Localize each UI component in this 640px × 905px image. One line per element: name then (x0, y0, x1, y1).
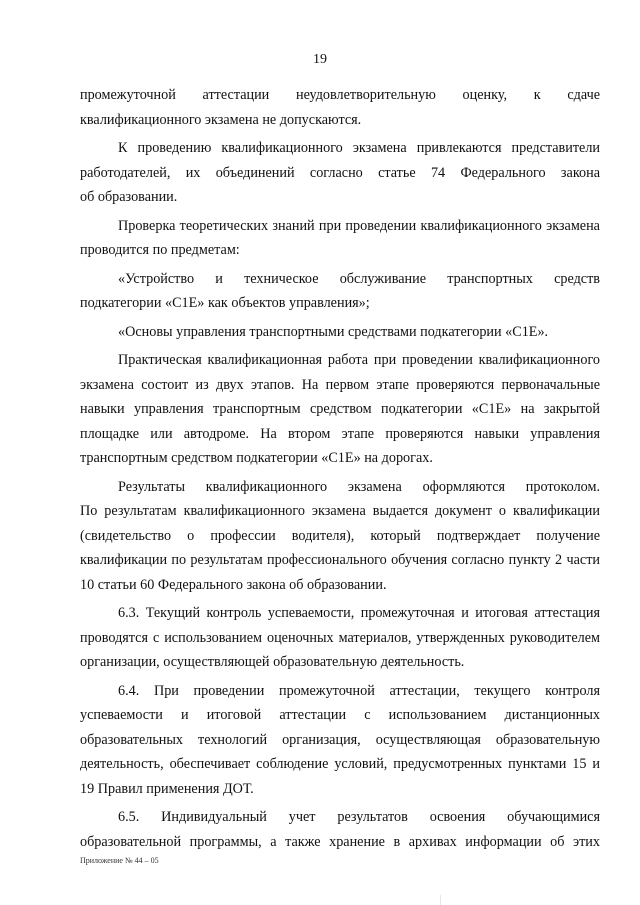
text-line: образовательных технологий организация, осуществляющая образовательную (80, 731, 600, 748)
text-line: 6.5. Индивидуальный учет результатов освоения обучающимися (118, 809, 600, 825)
text-line: промежуточной аттестации неудовлетворительную оценку, к сдаче (80, 87, 600, 103)
text-line: К проведению квалификационного экзамена привлекаются представители (118, 140, 600, 156)
text-line: квалификации по результатам профессионального обучения согласно пункту 2 части (80, 552, 600, 568)
text-line: образовательной программы, а также хранение в архивах информации об этих (80, 833, 600, 850)
document-body (80, 83, 600, 854)
text-line: навыки управления транспортным средством подкатегории «С1Е» на закрытой (80, 401, 600, 417)
text-line: 19 Правил применения ДОТ. (80, 780, 254, 797)
text-line: работодателей, их объединений согласно статье 74 Федерального закона (80, 164, 600, 181)
page-number: 19 (313, 52, 327, 67)
text-line: проводится по предметам: (80, 242, 240, 258)
scan-edge (0, 895, 640, 905)
text-line: Результаты квалификационного экзамена оформляются протоколом. (118, 478, 600, 495)
text-line: По результатам квалификационного экзамена выдается документ о квалификации (80, 503, 600, 519)
page-footer: Приложение № 44 – 05 (80, 856, 159, 865)
text-line: 10 статьи 60 Федерального закона об образовании. (80, 576, 387, 593)
text-line: об образовании. (80, 189, 178, 205)
text-line: (свидетельство о профессии водителя), который подтверждает получение (80, 527, 600, 544)
text-line: организации, осуществляющей образовательную деятельность. (80, 654, 465, 670)
text-line: успеваемости и итоговой аттестации с использованием дистанционных (80, 707, 600, 723)
text-line: 6.4. При проведении промежуточной аттестации, текущего контроля (118, 682, 600, 699)
text-line: площадке или автодроме. На втором этапе проверяются навыки управления (80, 425, 600, 442)
text-line: транспортным средством подкатегории «С1Е» на дорогах. (80, 450, 433, 466)
text-line: Проверка теоретических знаний при проведении квалификационного экзамена (118, 217, 600, 234)
text-line: «Устройство и техническое обслуживание транспортных средств (118, 270, 600, 287)
text-line: проводятся с использованием оценочных материалов, утвержденных руководителем (80, 629, 600, 646)
text-line: Практическая квалификационная работа при проведении квалификационного (118, 352, 600, 368)
text-line: квалификационного экзамена не допускаются. (80, 111, 362, 128)
text-line: экзамена состоит из двух этапов. На первом этапе проверяются первоначальные (80, 376, 600, 393)
text-line: 6.3. Текущий контроль успеваемости, промежуточная и итоговая аттестация (118, 605, 600, 621)
text-line: «Основы управления транспортными средствами подкатегории «С1Е». (118, 323, 549, 340)
text-line: деятельность, обеспечивает соблюдение условий, предусмотренных пунктами 15 и (80, 756, 600, 772)
text-line: подкатегории «С1Е» как объектов управления»; (80, 295, 370, 311)
